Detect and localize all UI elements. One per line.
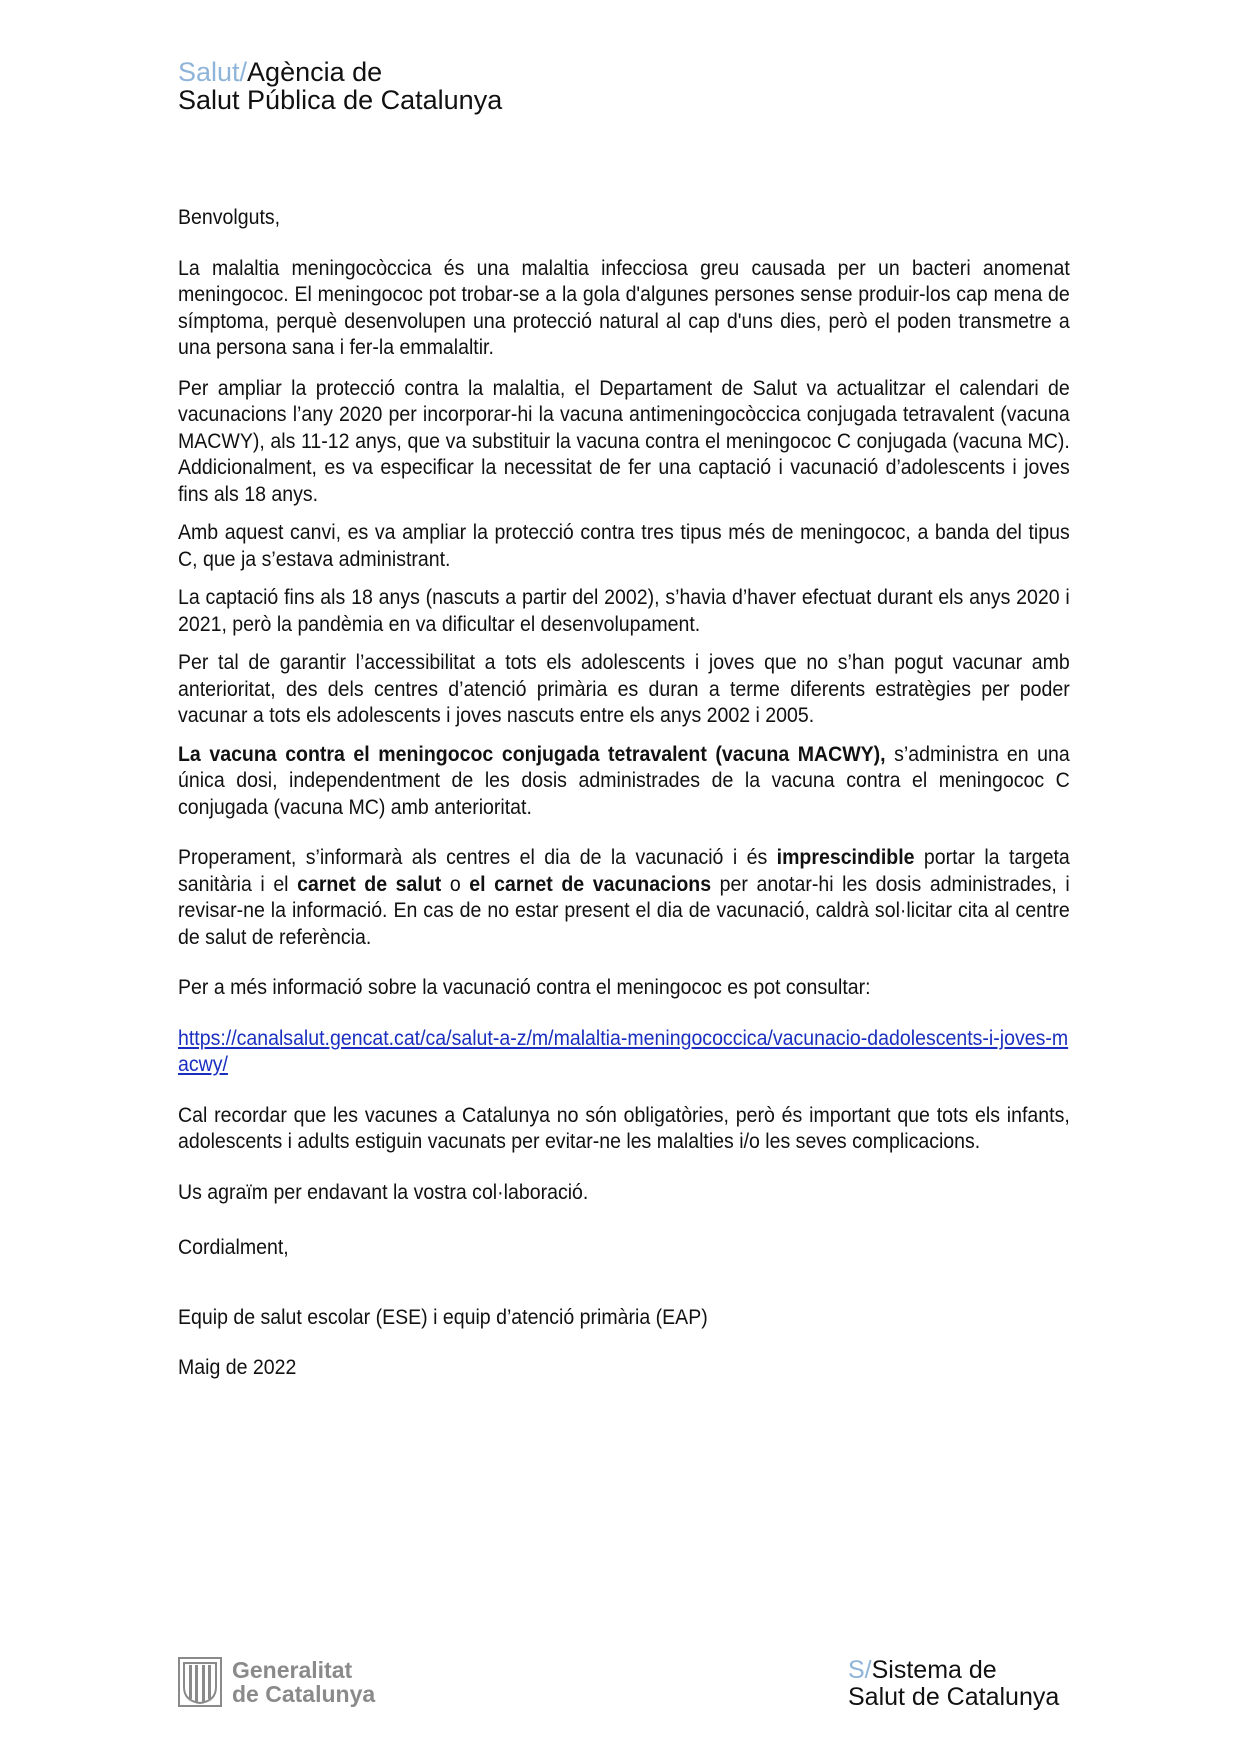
paragraph-10: Us agraïm per endavant la vostra col·laboració. <box>178 1180 589 1204</box>
paragraph-2: Per ampliar la protecció contra la malaltia, el Departament de Salut va actualitzar el calendari de vacunacions l’any 2020 per incorporar-hi la vacuna antimeningocòccica conjugada tetravalent (vacuna MACWY), als 11-12 anys, que va substituir la vacuna contra el meningococ C conjugada (vacuna MC). Addicionalment, es va especificar la necessitat de fer una captació i vacunació d’adolescents i joves fins als 18 anys. <box>178 376 1070 506</box>
paragraph-8: Per a més informació sobre la vacunació contra el meningococ es pot consultar: <box>178 976 871 999</box>
paragraph-3: Amb aquest canvi, es va ampliar la protecció contra tres tipus més de meningococ, a banda del tipus C, que ja s’estava administrant. <box>178 521 1070 571</box>
generalitat-logo <box>178 1657 375 1707</box>
signature: Equip de salut escolar (ESE) i equip d’atenció primària (EAP) <box>178 1306 708 1329</box>
paragraph-4: La captació fins als 18 anys (nascuts a partir del 2002), s’havia d’haver efectuat durant els anys 2020 i 2021, però la pandèmia en va dificultar el desenvolupament. <box>178 586 1070 636</box>
paragraph-5: Per tal de garantir l’accessibilitat a tots els adolescents i joves que no s’han pogut vacunar amb anterioritat, des dels centres d’atenció primària es duran a terme diferents estratègies per poder vacunar a tots els adolescents i joves nascuts entre els anys 2002 i 2005. <box>178 651 1070 727</box>
logo-line-1: Salut/Agència de <box>178 57 383 87</box>
generalitat-emblem-icon <box>178 1657 222 1707</box>
closing: Cordialment, <box>178 1236 289 1259</box>
greeting: Benvolguts, <box>178 206 281 229</box>
paragraph-7: Properament, s’informarà als centres el dia de la vacunació i és imprescindible portar la targeta sanitària i el carnet de salut o el carnet de vacunacions per anotar-hi les dosis administrades, i revisar-ne la informació. En cas de no estar present el dia de vacunació, caldrà sol·licitar cita al centre de salut de referència. <box>178 846 1070 949</box>
agency-logo <box>178 58 502 114</box>
date: Maig de 2022 <box>178 1356 297 1379</box>
generalitat-line-1: Generalitat <box>232 1657 353 1683</box>
canalsalut-link[interactable]: https://canalsalut.gencat.cat/ca/salut-a-z/m/malaltia-meningococcica/vacunacio-dadolescents-i-joves-macwy/ <box>178 1026 1069 1076</box>
logo-accent: Salut/ <box>178 57 248 87</box>
paragraph-1: La malaltia meningocòccica és una malaltia infecciosa greu causada per un bacteri anomenat meningococ. El meningococ pot trobar-se a la gola d'algunes persones sense produir-los cap mena de símptoma, perquè desenvolupen una protecció natural al cap d'uns dies, però el poden transmetre a una persona sana i fer-la emmalaltir. <box>178 256 1070 359</box>
paragraph-6: La vacuna contra el meningococ conjugada tetravalent (vacuna MACWY), s’administra en una única dosi, independentment de les dosis administrades de la vacuna contra el meningococ C conjugada (vacuna MC) amb anterioritat. <box>178 742 1070 819</box>
ssc-line-1: S/Sistema de <box>848 1656 997 1684</box>
logo-line-2: Salut Pública de Catalunya <box>178 85 503 115</box>
ssc-line-2: Salut de Catalunya <box>848 1683 1060 1711</box>
letter-body <box>178 205 1070 1218</box>
generalitat-line-2: de Catalunya <box>232 1681 376 1707</box>
sistema-salut-logo <box>848 1657 1059 1711</box>
paragraph-9: Cal recordar que les vacunes a Catalunya no són obligatòries, però és important que tots els infants, adolescents i adults estiguin vacunats per evitar-ne les malalties i/o les seves complicacions. <box>178 1103 1070 1153</box>
info-link-paragraph <box>178 1026 1070 1079</box>
